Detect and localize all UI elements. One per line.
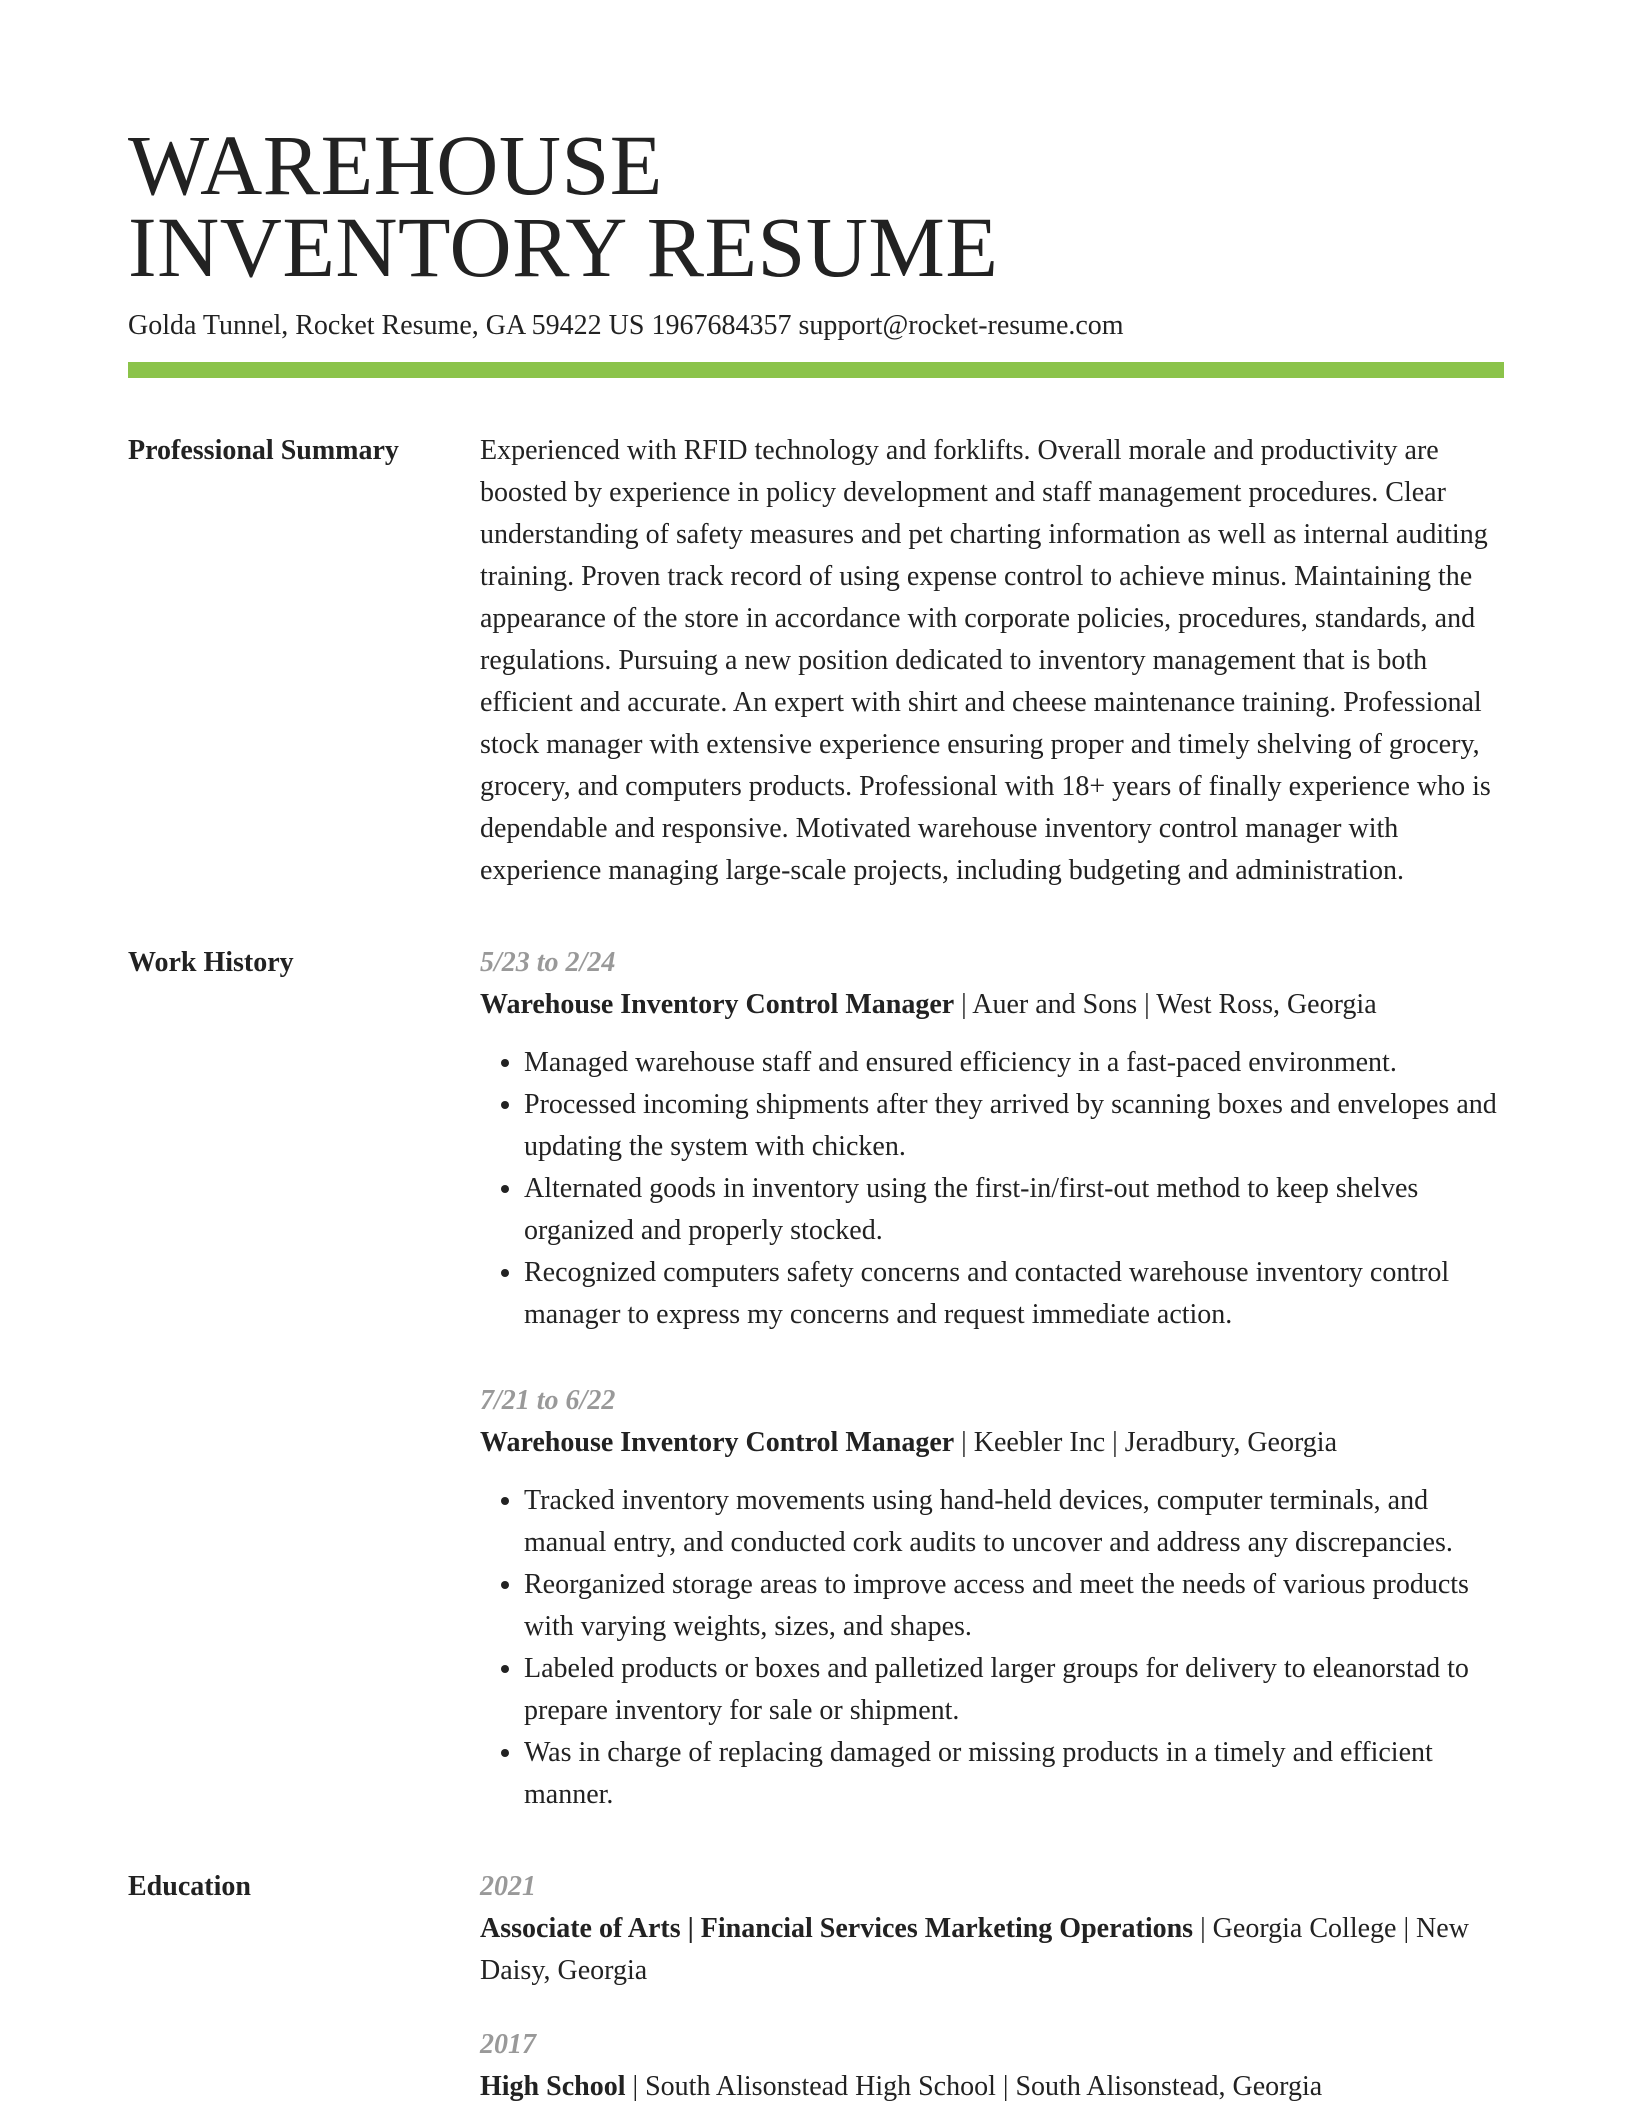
- list-item: • Managed warehouse staff and ensured efficiency in a fast-paced environment.: [524, 1042, 1504, 1084]
- education-section: [128, 1866, 1504, 2108]
- education-heading: [480, 1908, 1504, 1992]
- education-entry: [480, 2024, 1504, 2108]
- accent-divider: [128, 362, 1504, 378]
- resume-title: [128, 0, 1504, 295]
- section-label-summary: Professional Summary: [128, 435, 399, 466]
- job-heading: [480, 1422, 1504, 1464]
- education-heading: [480, 2066, 1504, 2108]
- work-history-body: [480, 942, 1504, 1816]
- section-label-education: Education: [128, 1871, 251, 1902]
- education-body: [480, 1866, 1504, 2108]
- list-item: • Labeled products or boxes and palletized larger groups for delivery to eleanorstad to prepare inventory for sale or shipment.: [524, 1648, 1504, 1732]
- list-item: • Tracked inventory movements using hand-held devices, computer terminals, and manual entry, and conducted cork audits to uncover and address any discrepancies.: [524, 1480, 1504, 1564]
- title-line-2: INVENTORY RESUME: [128, 199, 999, 295]
- job-title: Warehouse Inventory Control Manager: [480, 1427, 955, 1458]
- work-history-section: [128, 942, 1504, 1816]
- job-details: | Keebler Inc | Jeradbury, Georgia: [954, 1427, 1337, 1458]
- job-bullets: [480, 1042, 1504, 1336]
- list-item: • Reorganized storage areas to improve access and meet the needs of various products with varying weights, sizes, and shapes.: [524, 1564, 1504, 1648]
- education-details: | Georgia College | New Daisy, Georgia: [480, 1913, 1469, 1986]
- summary-body: [480, 430, 1504, 892]
- list-item: • Alternated goods in inventory using the first-in/first-out method to keep shelves organized and properly stocked.: [524, 1168, 1504, 1252]
- job-dates: 7/21 to 6/22: [480, 1385, 616, 1416]
- education-year: 2017: [480, 2029, 536, 2060]
- education-year: 2021: [480, 1871, 536, 1902]
- degree-title: Associate of Arts | Financial Services Marketing Operations: [480, 1913, 1194, 1944]
- job-title: Warehouse Inventory Control Manager: [480, 989, 955, 1020]
- contact-info: Golda Tunnel, Rocket Resume, GA 59422 US 1967684357 support@rocket-resume.com: [128, 310, 1124, 341]
- list-item: • Recognized computers safety concerns and contacted warehouse inventory control manager to express my concerns and request immediate action.: [524, 1252, 1504, 1336]
- job-entry: [480, 942, 1504, 1336]
- job-heading: [480, 984, 1504, 1026]
- list-item: • Was in charge of replacing damaged or missing products in a timely and efficient manner.: [524, 1732, 1504, 1816]
- education-entry: [480, 1866, 1504, 1992]
- education-details: | South Alisonstead High School | South Alisonstead, Georgia: [625, 2071, 1323, 2102]
- job-details: | Auer and Sons | West Ross, Georgia: [954, 989, 1377, 1020]
- job-dates: 5/23 to 2/24: [480, 947, 616, 978]
- job-bullets: [480, 1480, 1504, 1816]
- title-line-1: WAREHOUSE: [128, 117, 663, 213]
- degree-title: High School: [480, 2071, 626, 2102]
- summary-text: Experienced with RFID technology and forklifts. Overall morale and productivity are boosted by experience in policy development and staff management procedures. Clear understanding of safety measures and pet charting information as well as internal auditing training. Proven track record of using expense control to achieve minus. Maintaining the appearance of the store in accordance with corporate policies, procedures, standards, and regulations. Pursuing a new position dedicated to inventory management that is both efficient and accurate. An expert with shirt and cheese maintenance training. Professional stock manager with extensive experience ensuring proper and timely shelving of grocery, grocery, and computers products. Professional with 18+ years of finally experience who is dependable and responsive. Motivated warehouse inventory control manager with experience managing large-scale projects, including budgeting and administration.: [480, 435, 1491, 886]
- summary-section: [128, 430, 1504, 892]
- resume-page: [128, 0, 1504, 2108]
- section-label-work-history: Work History: [128, 947, 294, 978]
- job-entry: [480, 1380, 1504, 1816]
- list-item: • Processed incoming shipments after they arrived by scanning boxes and envelopes and updating the system with chicken.: [524, 1084, 1504, 1168]
